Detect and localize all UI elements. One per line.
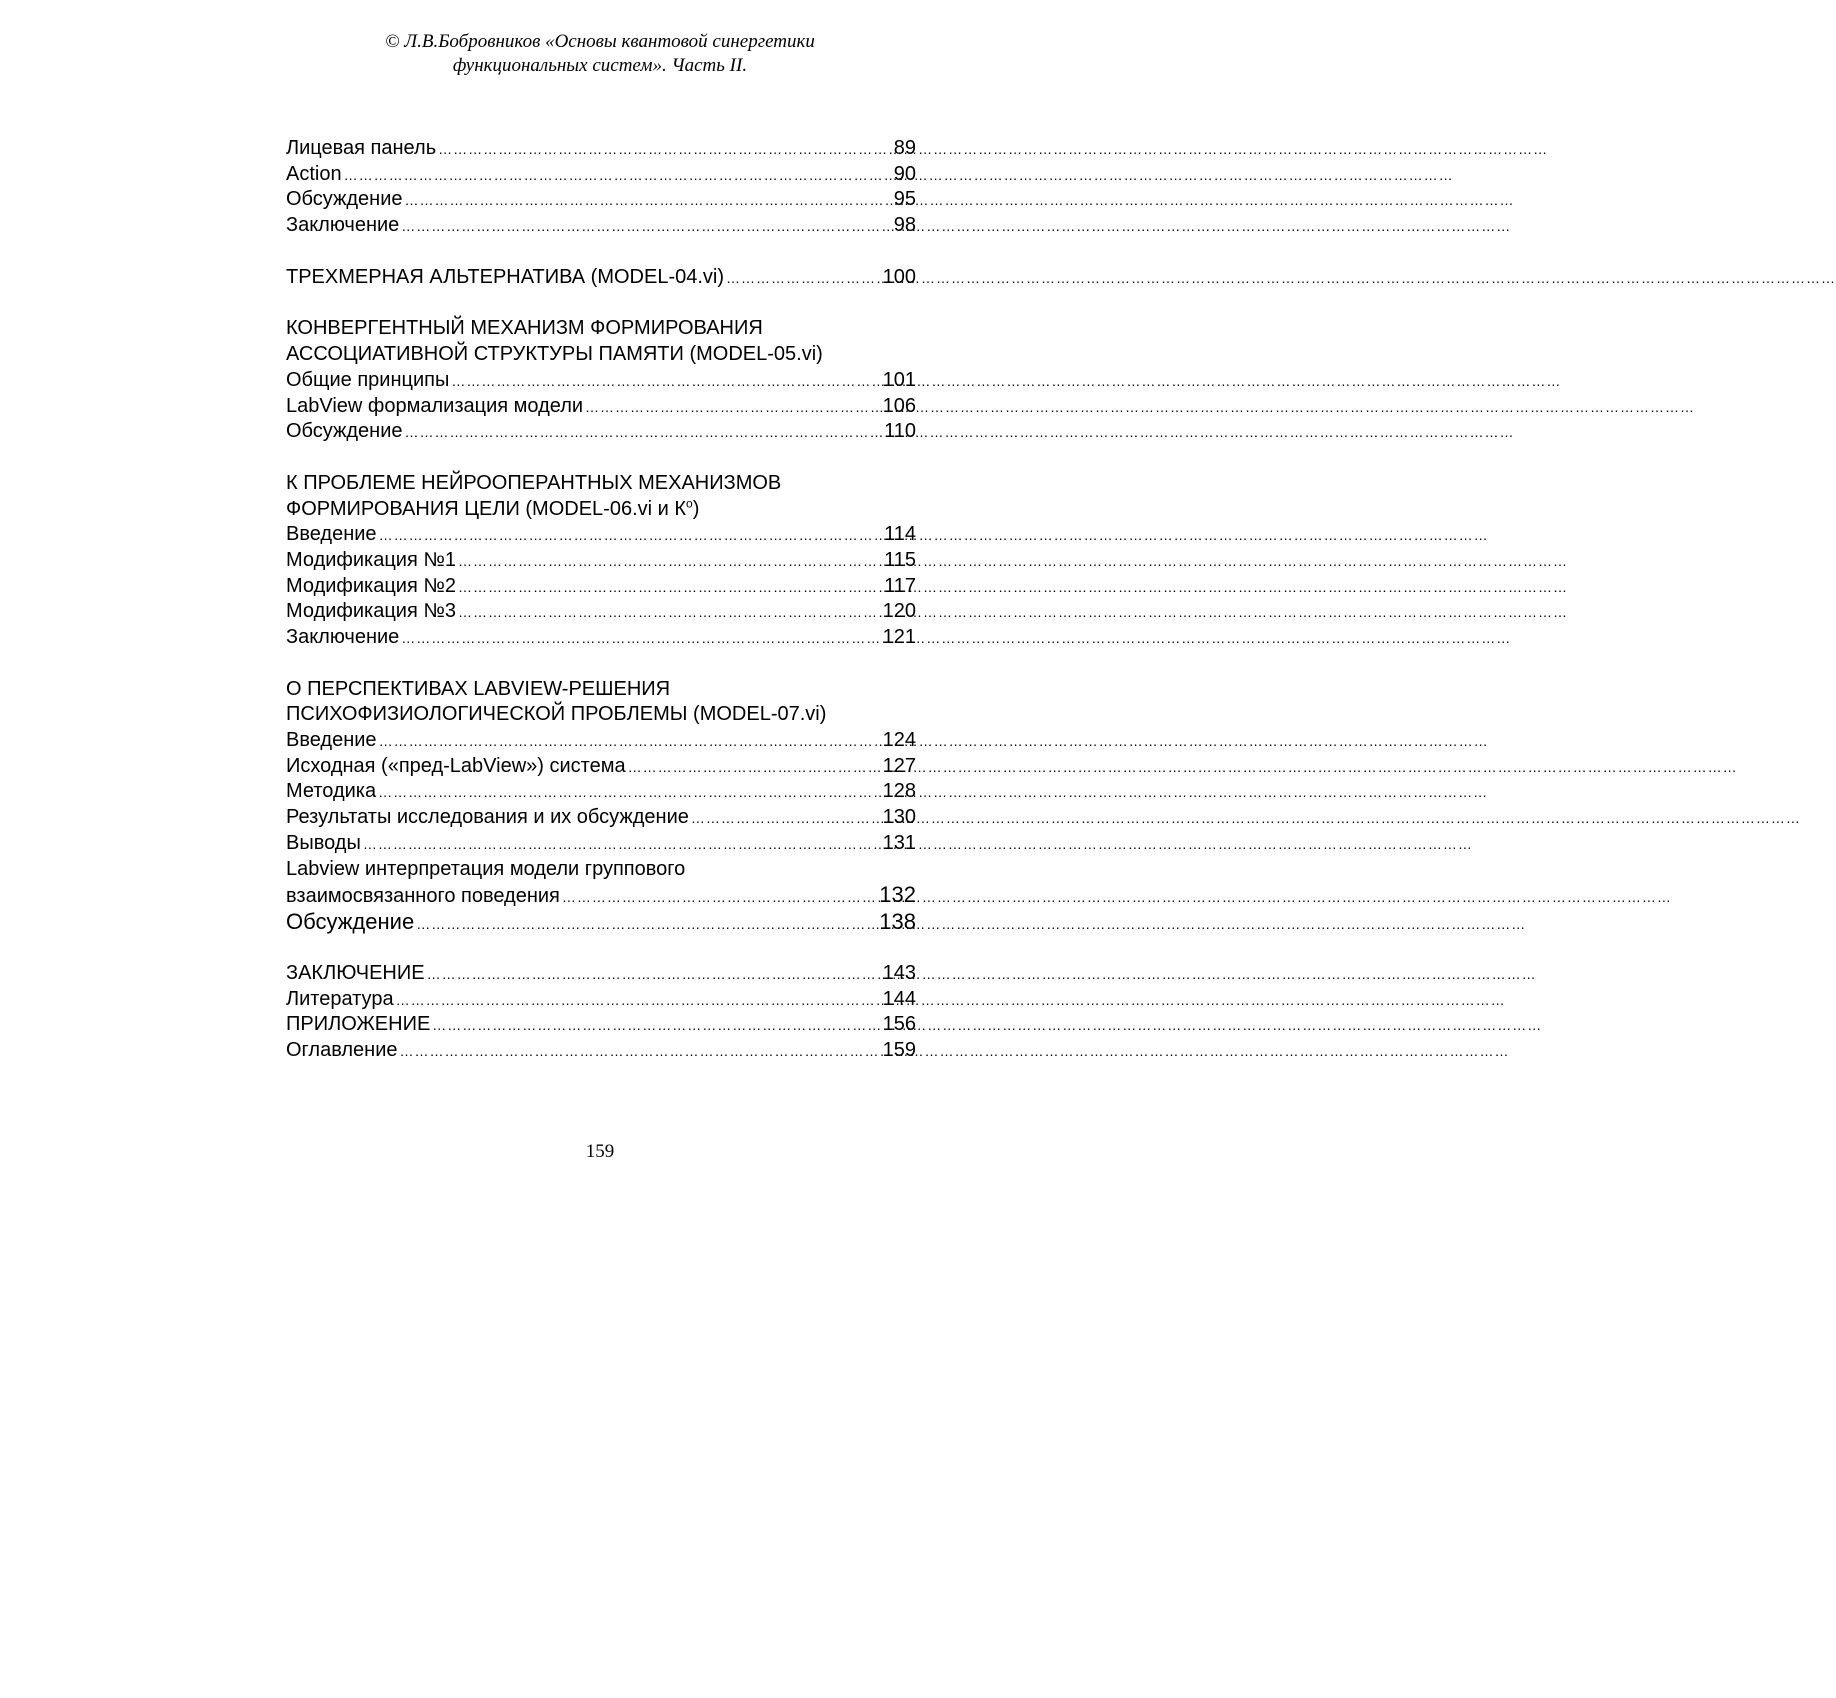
toc-entry[interactable] [286, 265, 916, 291]
toc-page-number: 106 [882, 394, 916, 417]
toc-entry-line [286, 522, 916, 548]
dot-leader [726, 266, 881, 292]
toc-entry[interactable] [286, 779, 916, 805]
dot-leader [562, 885, 877, 911]
header-line-1: © Л.В.Бобровников «Основы квантовой синергетики [385, 31, 815, 52]
toc-entry-line [286, 831, 916, 857]
toc-entry-title: О ПЕРСПЕКТИВАХ LABVIEW-РЕШЕНИЯ [286, 677, 671, 700]
toc-entry-title: LabView формализация модели [286, 394, 584, 417]
toc-group [286, 961, 916, 1064]
toc-entry-title: Выводы [286, 831, 361, 854]
toc-page-number: 144 [882, 987, 916, 1010]
toc-page-number: 98 [893, 214, 916, 237]
toc-page-number: 120 [882, 600, 916, 623]
page-number: 159 [585, 1141, 615, 1162]
toc-entry[interactable] [286, 805, 916, 831]
toc-page-number: 128 [882, 780, 916, 803]
toc-page-number: 110 [884, 420, 916, 443]
toc-page-number: 114 [884, 523, 916, 546]
header-line-2: функциональных систем». Часть II. [452, 55, 748, 76]
toc-entry[interactable] [286, 368, 916, 394]
toc-entry-title: Оглавление [286, 1038, 398, 1061]
dot-leader [400, 1039, 881, 1065]
toc-entry-line [286, 599, 916, 625]
toc-page-number: 130 [882, 806, 916, 829]
toc-group [286, 136, 916, 239]
toc-entry-title: ЗАКЛЮЧЕНИЕ [286, 961, 425, 984]
toc-entry[interactable] [286, 677, 916, 728]
toc-entry[interactable] [286, 987, 916, 1013]
toc-page-number: 90 [893, 162, 916, 185]
toc-entry[interactable] [286, 754, 916, 780]
toc-entry[interactable] [286, 831, 916, 857]
toc-entry[interactable] [286, 548, 916, 574]
toc-entry-line [286, 419, 916, 445]
toc-entry-title: Лицевая панель [286, 137, 437, 159]
toc-entry-title: Заключение [286, 214, 400, 237]
dot-leader [401, 626, 880, 652]
toc-entry[interactable] [286, 136, 916, 162]
dot-leader [432, 1013, 880, 1039]
toc-entry-line [286, 857, 916, 883]
toc-entry[interactable] [286, 961, 916, 987]
toc-entry-title: Модификация №3 [286, 600, 456, 623]
toc-entry-line [286, 342, 916, 368]
toc-entry-title: Заключение [286, 626, 400, 648]
toc-entry-title: Литература [286, 987, 394, 1010]
toc-entry-line [286, 471, 916, 497]
toc-entry-line [286, 162, 916, 188]
toc-page-number: 124 [882, 729, 916, 752]
toc-entry[interactable] [286, 316, 916, 367]
toc-entry[interactable] [286, 522, 916, 548]
dot-leader [451, 369, 880, 395]
toc-entry[interactable] [286, 908, 916, 935]
toc-entry-line [286, 1038, 916, 1064]
toc-entry-title: Исходная («пред-LabView») система [286, 754, 626, 777]
dot-leader [458, 575, 882, 601]
dot-leader [405, 420, 883, 446]
toc-page-number: 101 [882, 368, 916, 391]
dot-leader [416, 911, 877, 938]
toc-entry-line [286, 574, 916, 600]
toc-entry[interactable] [286, 471, 916, 522]
toc-page-number: 95 [893, 188, 916, 211]
toc-entry-title: Введение [286, 729, 377, 752]
dot-leader [396, 988, 881, 1014]
toc-entry[interactable] [286, 625, 916, 651]
toc-page-number: 159 [882, 1038, 916, 1061]
toc-entry-line [286, 497, 916, 523]
toc-entry-line [286, 779, 916, 805]
toc-entry-line [286, 677, 916, 703]
toc-entry-line [286, 1012, 916, 1038]
toc-entry-line [286, 961, 916, 987]
closing-paren: ) [692, 497, 700, 520]
toc-page-number: 89 [893, 137, 916, 159]
toc-page-number: 115 [884, 548, 916, 571]
toc-entry-line [286, 702, 916, 728]
toc-group [286, 677, 916, 935]
toc-entry[interactable] [286, 419, 916, 445]
dot-leader [438, 137, 892, 163]
toc-entry-title: Общие принципы [286, 368, 450, 391]
toc-entry-title: Модификация №1 [286, 548, 456, 571]
table-of-contents [286, 136, 916, 1064]
toc-entry-title: ПРИЛОЖЕНИЕ [286, 1013, 431, 1036]
toc-entry-line [286, 187, 916, 213]
toc-entry-line [286, 316, 916, 342]
toc-entry-title: ПСИХОФИЗИОЛОГИЧЕСКОЙ ПРОБЛЕМЫ (MODEL-07.vi) [286, 703, 827, 726]
toc-entry[interactable] [286, 187, 916, 213]
toc-entry-line [286, 908, 916, 935]
toc-page-number: 143 [882, 961, 916, 984]
toc-entry-title: Результаты исследования и их обсуждение [286, 806, 689, 829]
dot-leader [379, 523, 883, 549]
toc-group [286, 265, 916, 291]
page-header [0, 30, 1200, 78]
toc-entry[interactable] [286, 857, 916, 908]
toc-entry-line [286, 136, 916, 162]
toc-entry-title: взаимосвязанного поведения [286, 885, 560, 908]
toc-page-number: 156 [882, 1013, 916, 1036]
toc-entry-title: КОНВЕРГЕНТНЫЙ МЕХАНИЗМ ФОРМИРОВАНИЯ [286, 317, 763, 340]
toc-group [286, 316, 916, 444]
toc-page-number: 117 [884, 574, 916, 597]
toc-entry[interactable] [286, 728, 916, 754]
toc-entry[interactable] [286, 1012, 916, 1038]
toc-entry-title: Модификация №2 [286, 574, 456, 597]
dot-leader [401, 214, 891, 240]
dot-leader [628, 755, 881, 781]
toc-entry-title: ФОРМИРОВАНИЯ ЦЕЛИ (MODEL-06.vi и К [286, 497, 687, 520]
toc-entry[interactable] [286, 394, 916, 420]
dot-leader [427, 962, 881, 988]
toc-entry-title: К ПРОБЛЕМЕ НЕЙРООПЕРАНТНЫХ МЕХАНИЗМОВ [286, 471, 782, 494]
toc-entry-title: Action [286, 162, 342, 185]
toc-entry[interactable] [286, 162, 916, 188]
toc-entry-line [286, 754, 916, 780]
toc-entry-title: Методика [286, 780, 377, 803]
toc-entry-line [286, 625, 916, 651]
toc-entry-title: Обсуждение [286, 908, 415, 934]
dot-leader [379, 729, 881, 755]
dot-leader [344, 163, 892, 189]
toc-page-number: 100 [882, 265, 916, 288]
dot-leader [691, 806, 881, 832]
toc-entry[interactable] [286, 1038, 916, 1064]
toc-entry[interactable] [286, 574, 916, 600]
toc-entry-title: ТРЕХМЕРНАЯ АЛЬТЕРНАТИВА (MODEL-04.vi) [286, 265, 725, 288]
dot-leader [405, 188, 892, 214]
dot-leader [458, 600, 881, 626]
toc-entry-line [286, 987, 916, 1013]
toc-entry-line [286, 265, 916, 291]
toc-entry-line [286, 548, 916, 574]
toc-page-number: 132 [879, 882, 916, 908]
toc-entry[interactable] [286, 599, 916, 625]
toc-entry-title: Обсуждение [286, 420, 403, 443]
toc-entry-line [286, 394, 916, 420]
toc-entry-line [286, 368, 916, 394]
toc-page-number: 127 [882, 754, 916, 777]
dot-leader [585, 395, 881, 421]
toc-entry-line [286, 213, 916, 239]
toc-entry-line [286, 882, 916, 908]
toc-entry-title: Labview интерпретация модели группового [286, 857, 686, 880]
superscript-mark: о [686, 495, 693, 510]
toc-group [286, 471, 916, 651]
toc-entry-line [286, 728, 916, 754]
toc-entry-title: АССОЦИАТИВНОЙ СТРУКТУРЫ ПАМЯТИ (MODEL-05.vi) [286, 343, 823, 366]
dot-leader [458, 549, 882, 575]
toc-page-number: 121 [882, 626, 916, 648]
toc-entry-line [286, 805, 916, 831]
toc-entry[interactable] [286, 213, 916, 239]
toc-entry-title: Обсуждение [286, 188, 403, 211]
dot-leader [363, 832, 881, 858]
toc-entry-title: Введение [286, 523, 377, 546]
toc-page-number: 131 [882, 831, 916, 854]
toc-page-number: 138 [879, 908, 916, 934]
dot-leader [378, 780, 881, 806]
